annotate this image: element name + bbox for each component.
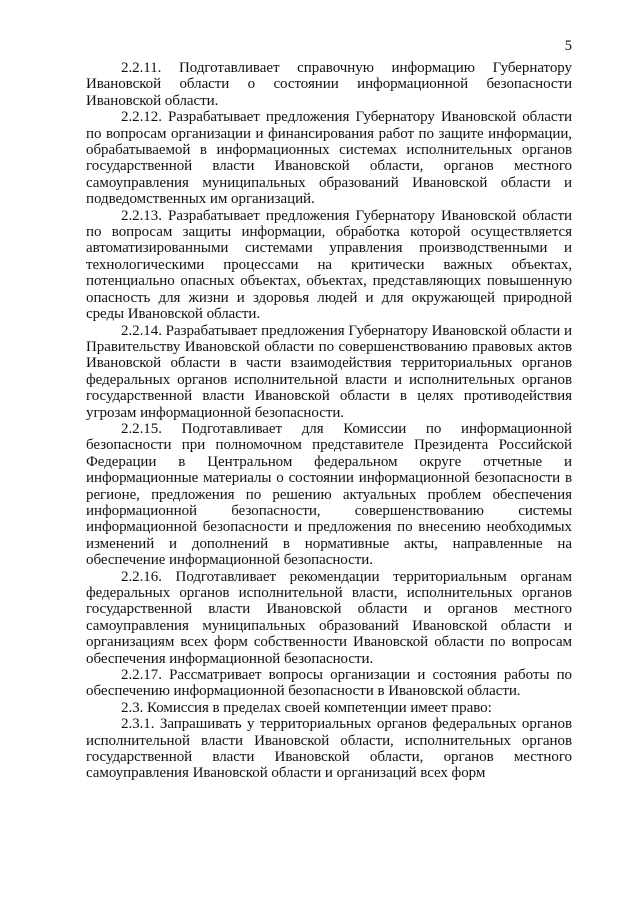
paragraph-2-3-1: 2.3.1. Запрашивать у территориальных органов федеральных органов исполнительной власти Ивановской области, исполнительных органов государственной власти Ивановской области, органов местного самоуправления Ивановской области и организаций всех форм [86,716,572,782]
paragraph-2-2-16: 2.2.16. Подготавливает рекомендации территориальным органам федеральных органов исполнительной власти, исполнительных органов государственной власти Ивановской области и органов местного самоуправления муниципальных образований Ивановской области и организациям всех форм собственности Ивановской области по вопросам обеспечения информационной безопасности. [86,568,572,667]
page-number: 5 [564,38,572,54]
paragraph-2-2-12: 2.2.12. Разрабатывает предложения Губернатору Ивановской области по вопросам организации и финансирования работ по защите информации, обрабатываемой в информационных системах исполнительных органов государственной власти Ивановской области, органов местного самоуправления муниципальных образований Ивановской области и подведомственных им организаций. [86,109,572,208]
paragraph-2-2-15: 2.2.15. Подготавливает для Комиссии по информационной безопасности при полномочном представителе Президента Российской Федерации в Центральном федеральном округе отчетные и информационные материалы о состоянии информационной безопасности в регионе, предложения по решению актуальных проблем обеспечения информационной безопасности, совершенствованию системы информационной безопасности и предложения по внесению необходимых изменений и дополнений в нормативные акты, направленные на обеспечение информационной безопасности. [86,420,572,569]
paragraph-2-2-11: 2.2.11. Подготавливает справочную информацию Губернатору Ивановской области о состоянии информационной безопасности Ивановской области. [86,60,572,109]
paragraph-2-2-13: 2.2.13. Разрабатывает предложения Губернатору Ивановской области по вопросам защиты информации, обработка которой осуществляется автоматизированными системами управления производственными и технологическими процессами на критически важных объектах, потенциально опасных объектах, объектах, представляющих повышенную опасность для жизни и здоровья людей и для окружающей природной среды Ивановской области. [86,207,572,323]
document-body [86,60,572,782]
paragraph-2-2-17: 2.2.17. Рассматривает вопросы организации и состояния работы по обеспечению информационной безопасности в Ивановской области. [86,667,572,700]
paragraph-2-3: 2.3. Комиссия в пределах своей компетенции имеет право: [121,699,492,716]
paragraph-2-2-14: 2.2.14. Разрабатывает предложения Губернатору Ивановской области и Правительству Ивановской области по совершенствованию правовых актов Ивановской области в части взаимодействия территориальных органов федеральных органов исполнительной власти и исполнительных органов государственной власти Ивановской области в целях противодействия угрозам информационной безопасности. [86,322,572,421]
